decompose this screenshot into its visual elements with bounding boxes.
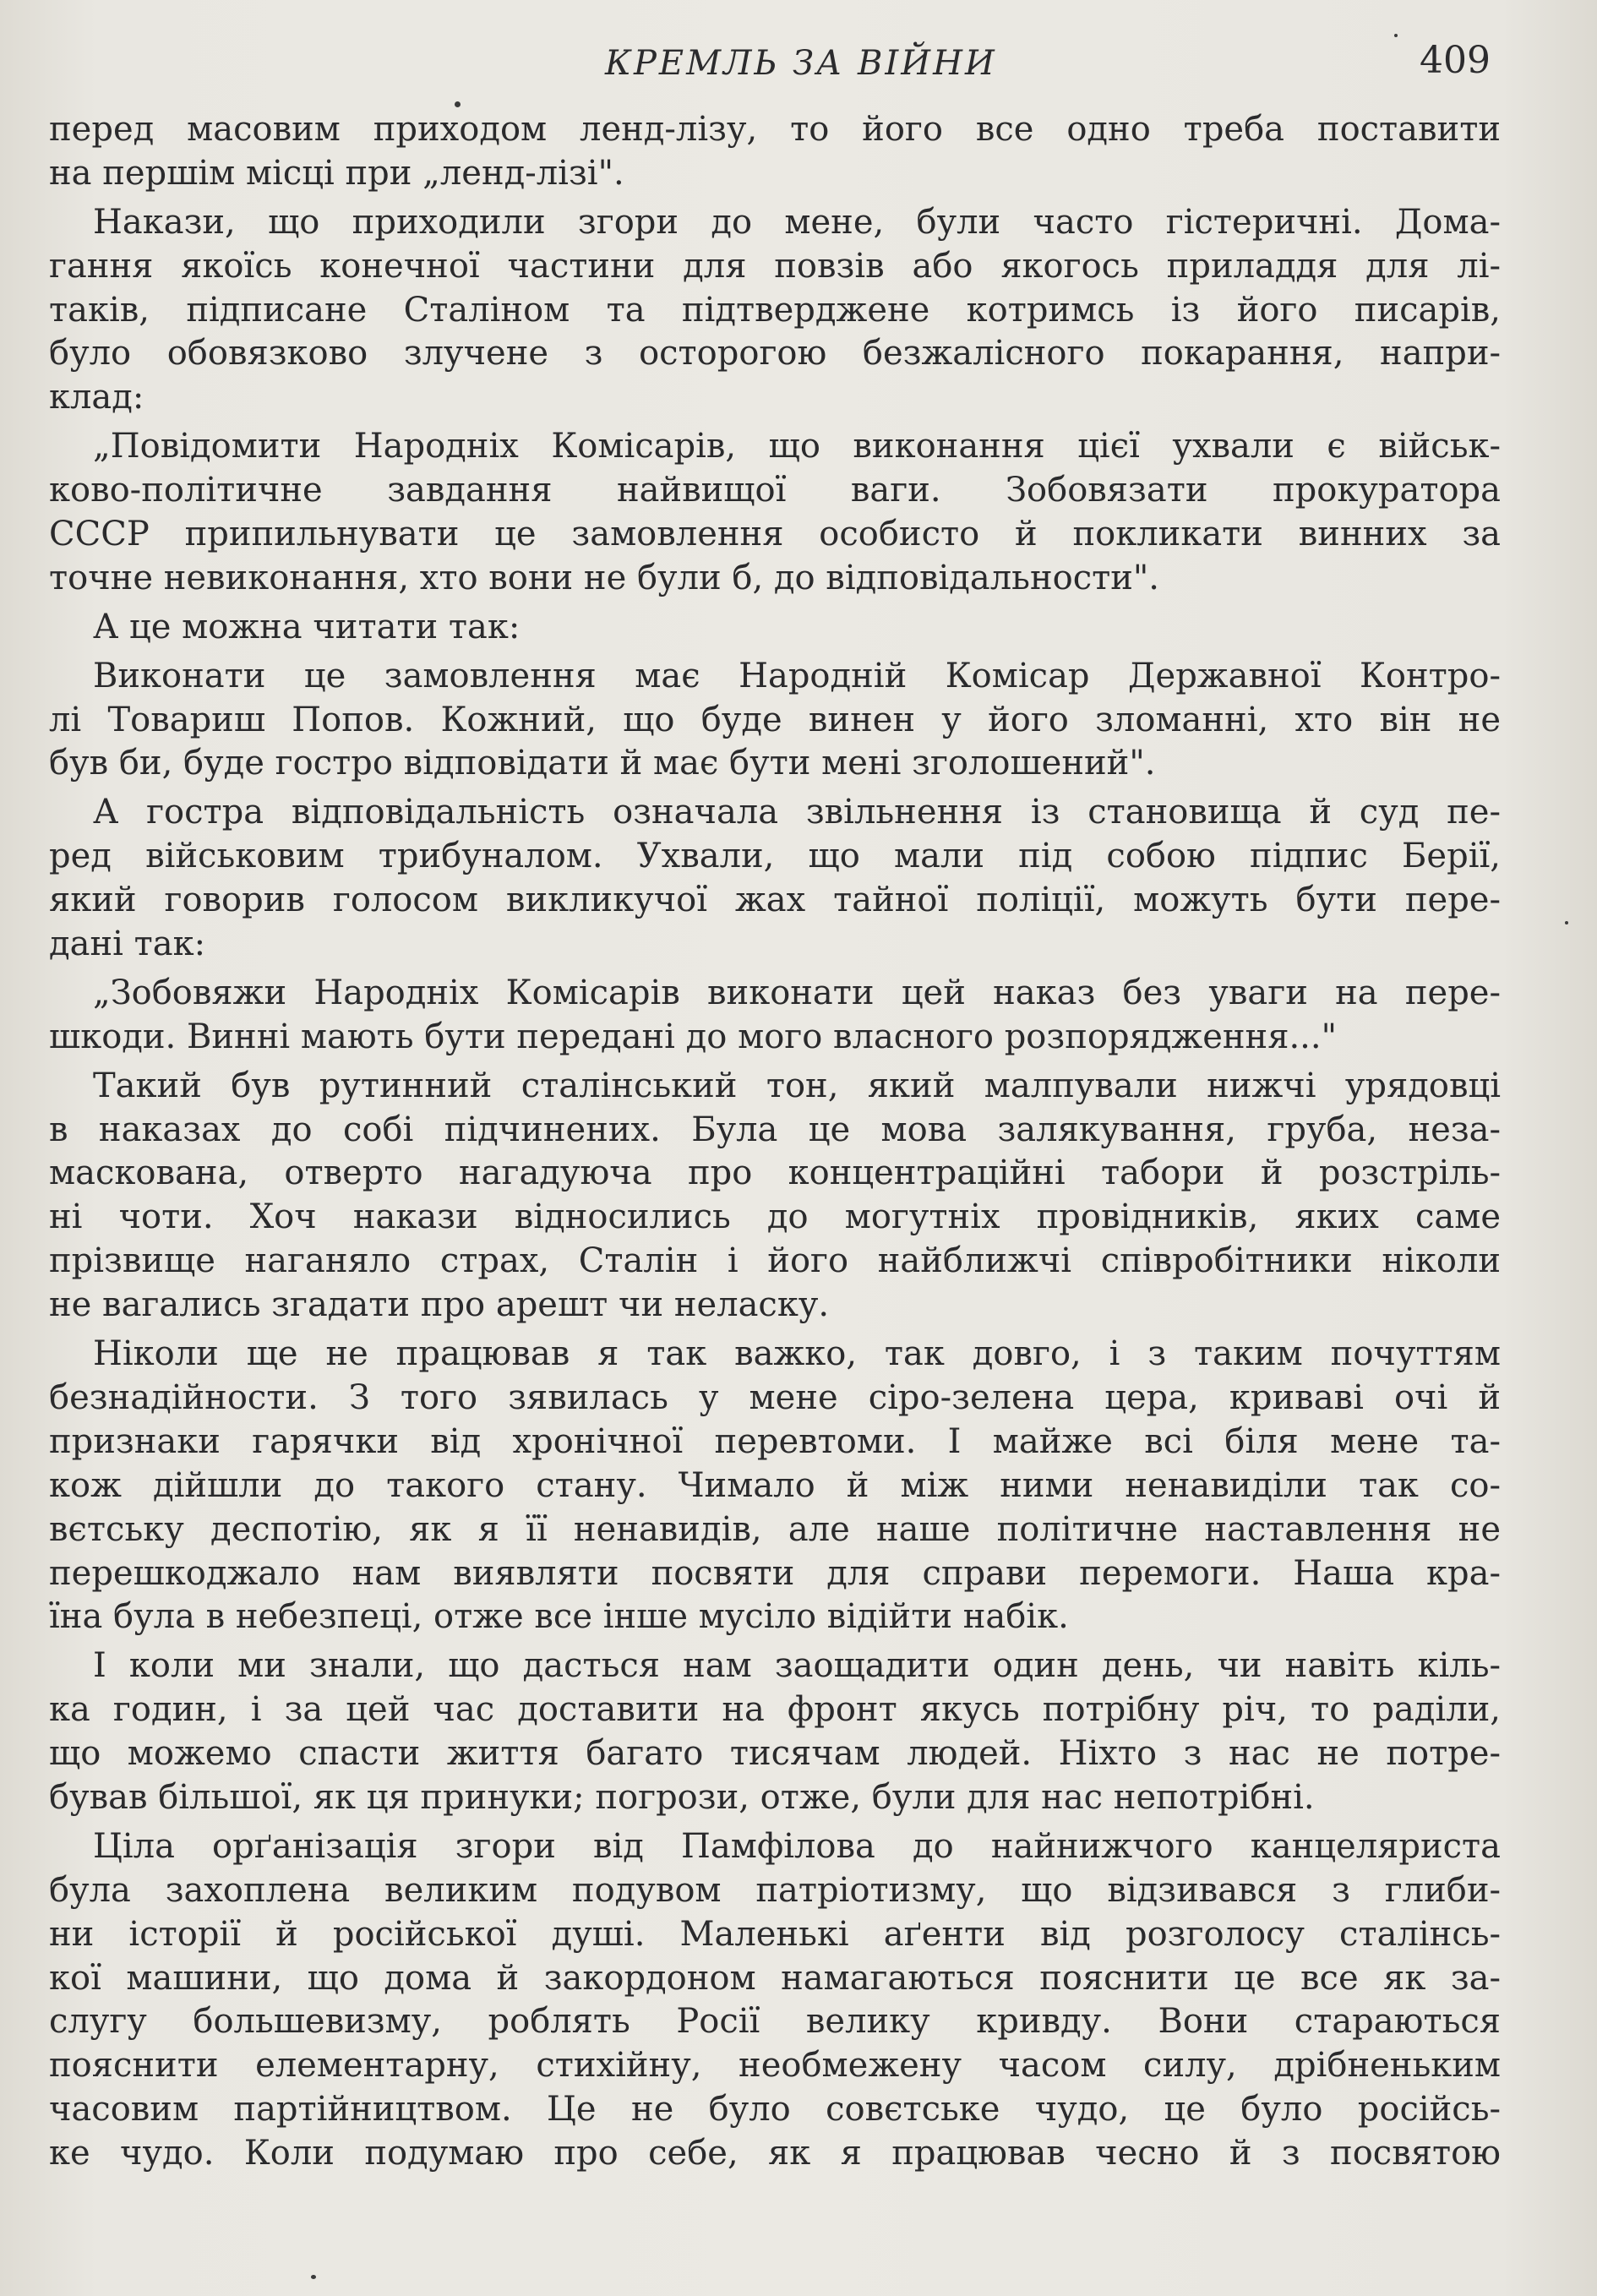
text-line: перед масовим приходом ленд-лізу, то його все одно треба поставити (49, 110, 1501, 149)
paragraph (49, 1333, 1501, 1639)
print-speck (455, 101, 461, 107)
text-line: Накази, що приходили згори до мене, були часто гістеричні. Дома- (93, 202, 1501, 242)
paragraph (49, 972, 1501, 1060)
print-speck (1565, 921, 1568, 924)
text-line: А це можна читати так: (93, 607, 521, 646)
text-line: часовим партійництвом. Це не було совєтське чудо, це було російсь- (49, 2090, 1501, 2130)
text-line: лі Товариш Попов. Кожний, що буде винен у його зломанні, хто він не (49, 700, 1501, 739)
page-number: 409 (1420, 39, 1491, 82)
text-line: шкоди. Винні мають бути передані до мого власного розпорядження..." (49, 1017, 1337, 1056)
text-line: не вагались згадати про арешт чи неласку. (49, 1285, 830, 1325)
text-line: прізвище наганяло страх, Сталін і його найближчі співробітники ніколи (49, 1241, 1501, 1281)
text-line: було обовязково злучене з осторогою безжалісного покарання, напри- (49, 334, 1501, 374)
text-line: бував більшої, як ця принуки; погрози, отже, були для нас непотрібні. (49, 1777, 1315, 1817)
body-text (49, 108, 1501, 2176)
text-line: Такий був рутинний сталінський тон, який малпували нижчі урядовці (93, 1066, 1501, 1105)
text-line: ни історії й російської душі. Маленькі аґенти від розголосу сталінсь- (49, 1914, 1501, 1954)
text-line: кож дійшли до такого стану. Чимало й між ними ненавиділи так со- (49, 1465, 1501, 1505)
paragraph (49, 606, 1501, 650)
text-line: безнадійности. З того зявилась у мене сіро-зелена цера, криваві очі й (49, 1377, 1501, 1417)
paragraph (49, 1825, 1501, 2176)
text-line: точне невиконання, хто вони не були б, до відповідальности". (49, 558, 1160, 597)
text-line: їна була в небезпеці, отже все інше мусіло відійти набік. (49, 1597, 1069, 1637)
text-line: був би, буде гостро відповідати й має бути мені зголошений". (49, 744, 1156, 783)
paragraph (49, 201, 1501, 420)
paragraph (49, 791, 1501, 967)
text-line: кої машини, що дома й закордоном намагаються пояснити це все як за- (49, 1958, 1501, 1998)
text-line: що можемо спасти життя багато тисячам людей. Ніхто з нас не потре- (49, 1734, 1501, 1774)
text-line: СССР припильнувати це замовлення особисто й покликати винних за (49, 515, 1501, 554)
print-speck (1394, 34, 1398, 37)
text-line: А гостра відповідальність означала звільнення із становища й суд пе- (93, 793, 1501, 832)
text-line: перешкоджало нам виявляти посвяти для справи перемоги. Наша кра- (49, 1553, 1501, 1593)
text-line: слугу большевизму, роблять Росії велику кривду. Вони стараються (49, 2002, 1501, 2042)
text-line: Ніколи ще не працював я так важко, так довго, і з таким почуттям (93, 1334, 1501, 1374)
print-speck (311, 2275, 316, 2279)
text-line: ково-політичне завдання найвищої ваги. Зобовязати прокуратора (49, 471, 1501, 510)
text-line: Ціла орґанізація згори від Памфілова до найнижчого канцеляриста (93, 1826, 1501, 1866)
text-line: в наказах до собі підчинених. Була це мова залякування, груба, неза- (49, 1110, 1501, 1149)
text-line: ред військовим трибуналом. Ухвали, що мали під собою підпис Берії, (49, 837, 1501, 876)
text-line: признаки гарячки від хронічної перевтоми. І майже всі біля мене та- (49, 1421, 1501, 1461)
text-line: клад: (49, 378, 144, 417)
text-line: „Повідомити Народніх Комісарів, що виконання цієї ухвали є військ- (93, 427, 1501, 466)
paragraph (49, 108, 1501, 196)
paragraph (49, 1644, 1501, 1820)
text-line: ка годин, і за цей час доставити на фронт якусь потрібну річ, то раділи, (49, 1690, 1501, 1730)
paragraph (49, 1065, 1501, 1328)
text-line: гання якоїсь конечної частини для повзів або якогось приладдя для лі- (49, 246, 1501, 286)
text-line: пояснити елементарну, стихійну, необмежену часом силу, дрібненьким (49, 2046, 1501, 2086)
text-line: таків, підписане Сталіном та підтверджене котримсь із його писарів, (49, 290, 1501, 330)
paragraph (49, 425, 1501, 601)
text-line: на першім місці при „ленд-лізі". (49, 153, 624, 193)
text-line: який говорив голосом викликучої жах тайної поліції, можуть бути пере- (49, 881, 1501, 920)
text-line: І коли ми знали, що дасться нам заощадити один день, чи навіть кіль- (93, 1646, 1501, 1686)
paragraph (49, 655, 1501, 787)
text-line: дані так: (49, 924, 206, 964)
text-line: була захоплена великим подувом патріотизму, що відзивався з глиби- (49, 1870, 1501, 1910)
text-line: ке чудо. Коли подумаю про себе, як я працював чесно й з посвятою (49, 2134, 1501, 2173)
running-title: КРЕМЛЬ ЗА ВІЙНИ (605, 44, 997, 83)
text-line: маскована, отверто нагадуюча про концентраційні табори й розстріль- (49, 1153, 1501, 1193)
text-line: Виконати це замовлення має Народній Комісар Державної Контро- (93, 656, 1501, 695)
text-line: вєтську деспотію, як я її ненавидів, але наше політичне наставлення не (49, 1509, 1501, 1549)
text-line: „Зобовяжи Народніх Комісарів виконати цей наказ без уваги на пере- (93, 973, 1501, 1012)
text-line: ні чоти. Хоч накази відносились до могутніх провідників, яких саме (49, 1197, 1501, 1237)
